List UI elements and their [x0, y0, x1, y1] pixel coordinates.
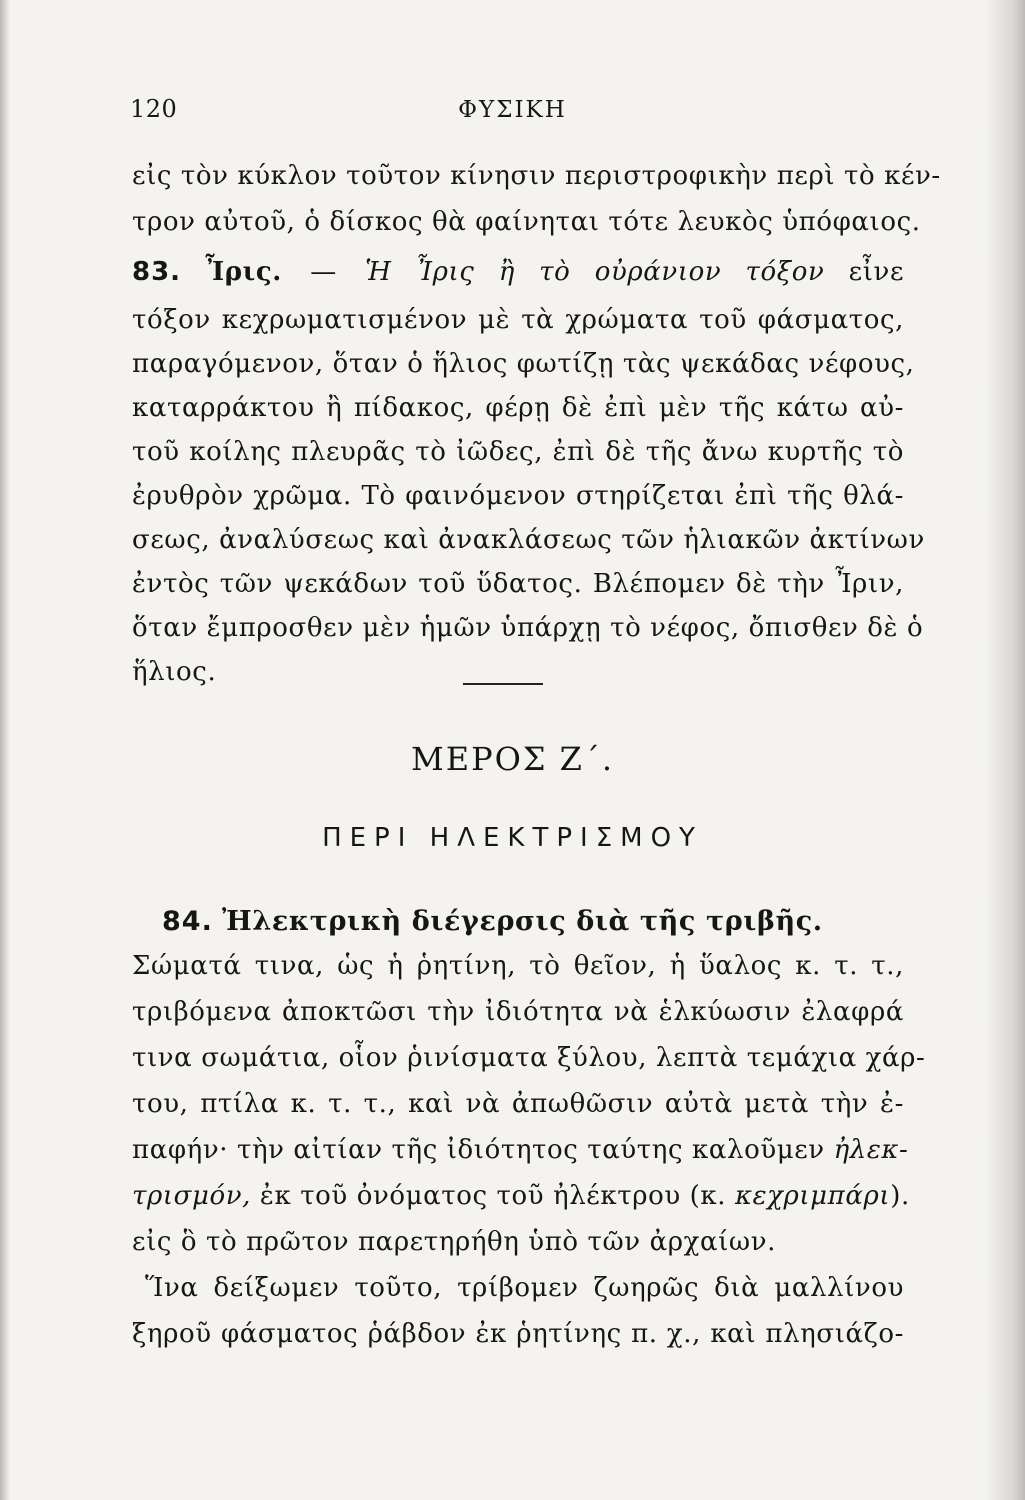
text-line: σεως, ἀναλύσεως καὶ ἀνακλάσεως τῶν ἡλιακῶν ἀκτίνων: [132, 525, 925, 555]
text-line: Ἵνα δείξωμεν τοῦτο, τρίβομεν ζωηρῶς διὰ μαλλίνου: [145, 1273, 904, 1303]
text-line: ἐρυθρὸν χρῶμα. Τὸ φαινόμενον στηρίζεται ἐπὶ τῆς θλά-: [132, 481, 904, 511]
text-segment: ἐκ τοῦ ὀνόματος τοῦ ἠλέκτρου (κ.: [259, 1181, 727, 1211]
em-dash: —: [310, 257, 337, 287]
section-title: Ἶρις.: [205, 257, 282, 287]
text-line: εἰς τὸν κύκλον τοῦτον κίνησιν περιστροφικὴν περὶ τὸ κέν-: [132, 161, 941, 191]
text-segment-italic: ἠλεκ-: [833, 1135, 909, 1165]
text-line: ἐντὸς τῶν ψεκάδων τοῦ ὕδατος. Βλέπομεν δὲ τὴν Ἶριν,: [132, 569, 904, 599]
text-segment: παφήν· τὴν αἰτίαν τῆς ἰδιότητος ταύτης καλοῦμεν: [132, 1135, 825, 1165]
section-83-heading-line: [132, 250, 904, 294]
section-title: Ἠλεκτρικὴ διέγερσις διὰ τῆς τριβῆς.: [222, 906, 823, 937]
text-line: παραγόμενον, ὅταν ὁ ἥλιος φωτίζῃ τὰς ψεκάδας νέφους,: [132, 349, 915, 379]
section-lead-italic: Ἡ Ἶρις ἢ τὸ οὐράνιον τόξον: [365, 257, 825, 287]
part-title: ΜΕΡΟΣ Ζ΄.: [410, 740, 615, 778]
text-line: τρον αὐτοῦ, ὁ δίσκος θὰ φαίνηται τότε λευκὸς ὑπόφαιος.: [132, 207, 921, 237]
text-line: του, πτίλα κ. τ. τ., καὶ νὰ ἀπωθῶσιν αὐτὰ μετὰ τὴν ἐ-: [132, 1089, 904, 1119]
section-84-heading-line: [162, 900, 904, 944]
text-line: καταρράκτου ἢ πίδακος, φέρῃ δὲ ἐπὶ μὲν τῆς κάτω αὐ-: [132, 393, 904, 423]
text-segment-italic: τρισμόν,: [132, 1181, 252, 1211]
section-number: 83.: [132, 257, 182, 287]
text-segment: ).: [890, 1181, 910, 1211]
section-divider: [463, 683, 543, 685]
text-line: ὅταν ἔμπροσθεν μὲν ἡμῶν ὑπάρχῃ τὸ νέφος, ὄπισθεν δὲ ὁ: [132, 613, 924, 643]
text-line: τινα σωμάτια, οἷον ῥινίσματα ξύλου, λεπτὰ τεμάχια χάρ-: [132, 1043, 926, 1073]
text-line: Σώματά τινα, ὡς ἡ ῥητίνη, τὸ θεῖον, ἡ ὕαλος κ. τ. τ.,: [132, 951, 904, 981]
text-line: εἰς ὃ τὸ πρῶτον παρετηρήθη ὑπὸ τῶν ἀρχαίων.: [132, 1227, 776, 1257]
running-title: ΦΥΣΙΚΗ: [458, 97, 567, 123]
text-line: τριβόμενα ἀποκτῶσι τὴν ἰδιότητα νὰ ἑλκύωσιν ἐλαφρά: [132, 997, 904, 1027]
text-line: τόξον κεχρωματισμένον μὲ τὰ χρώματα τοῦ φάσματος,: [132, 305, 904, 335]
text-line: ξηροῦ φάσματος ῥάβδον ἐκ ῥητίνης π. χ., καὶ πλησιάζο-: [132, 1319, 904, 1349]
text-line-mixed: [132, 1128, 909, 1172]
text-segment-italic: κεχριμπάρι: [734, 1181, 891, 1211]
text-line: τοῦ κοίλης πλευρᾶς τὸ ἰῶδες, ἐπὶ δὲ τῆς ἄνω κυρτῆς τὸ: [132, 437, 904, 467]
section-lead-rest: εἶνε: [848, 257, 905, 287]
text-line-mixed: [132, 1174, 910, 1218]
section-number: 84.: [162, 906, 213, 937]
page-number: 120: [130, 95, 178, 123]
text-line: ἥλιος.: [132, 657, 217, 687]
part-subtitle: ΠΕΡΙ ΗΛΕΚΤΡΙΣΜΟΥ: [322, 823, 703, 853]
